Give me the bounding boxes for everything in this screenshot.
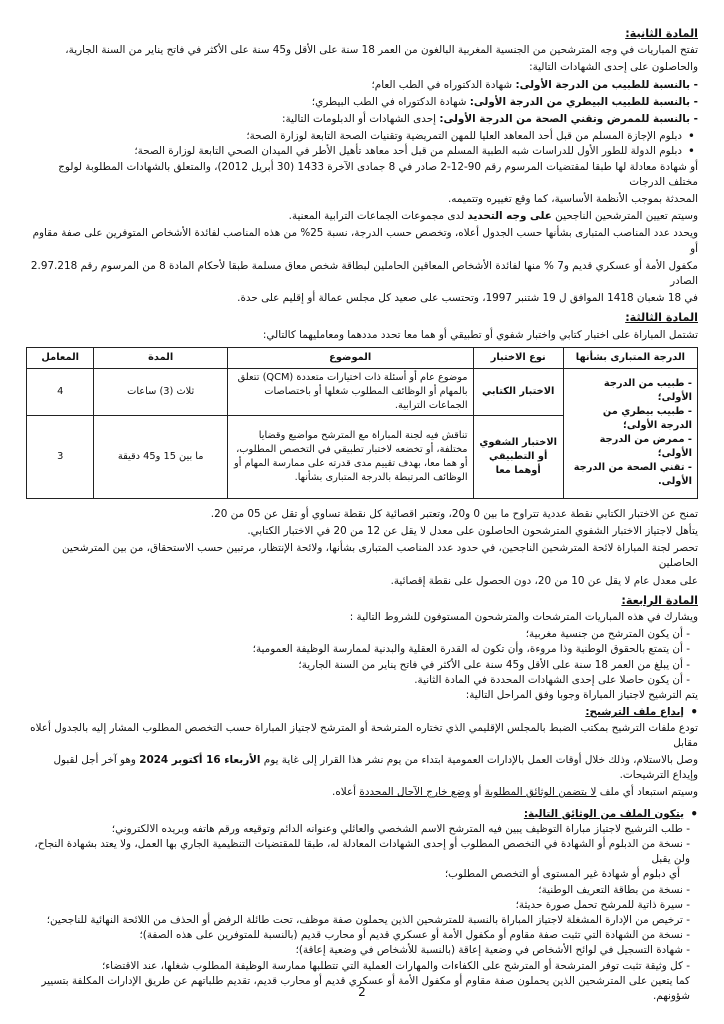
article-2-title: المادة الثانية: (625, 27, 698, 40)
rank-item: - ممرض من الدرجة الأولى؛ (599, 434, 692, 460)
rank-cell (563, 368, 697, 498)
art2-diploma-item: • دبلوم الإجازة المسلم من قبل أحد المعاهد العليا للمهن التمريضية وتقنيات الصحة التابعة لوزارة الصحة؛ (26, 129, 682, 144)
duration-cell: ثلاث (3) ساعات (94, 368, 227, 415)
art2-appoint-bold: على وجه التحديد (467, 210, 552, 223)
coef-cell: 4 (27, 368, 94, 415)
condition-item: - أن يبلغ من العمر 18 سنة على الأقل و45 سنة على الأكثر في فاتح يناير من السنة الجارية؛ (298, 658, 690, 671)
deposit-line3 (26, 785, 698, 800)
doc-item: - ترخيص من الإدارة المشغلة لاجتياز المباراة بالنسبة للمترشحين الذين يحملون صفة موظف، تحت طائلة الرفض أو الحذف من اللائحة النهائية للناجحين؛ (46, 913, 690, 926)
header-subject: الموضوع (227, 347, 473, 368)
header-duration: المدة (94, 347, 227, 368)
art2-appoint-pre: وسيتم تعيين المترشحين الناجحين (551, 210, 698, 223)
rank-item: - طبيب من الدرجة الأولى؛ (603, 378, 692, 404)
header-rank: الدرجة المتبارى بشأنها (563, 347, 697, 368)
art2-appoint-post: لدى مجموعات الجماعات الترابية المعنية. (288, 210, 468, 223)
art2-doctor-label: - بالنسبة للطبيب من الدرجة الأولى: (515, 78, 698, 91)
art4-conditions-list (26, 627, 698, 688)
deposit-line2-pre: وصل بالاستلام، وذلك خلال أوقات العمل بالإدارات العمومية ابتداء من يوم نشر هذا القرار إلى غاية يوم (260, 753, 698, 766)
header-type: نوع الاختبار (473, 347, 563, 368)
article-4-title: المادة الرابعة: (621, 593, 698, 607)
duration-cell: ما بين 15 و45 دقيقة (94, 415, 227, 498)
rank-item: - طبيب بيطري من الدرجة الأولى؛ (602, 406, 692, 432)
doc-item: - نسخة من الشهادة التي تثبت صفة مقاوم أو مكفول الأمة أو عسكري قديم أو محارب قديم (بالنسبة للمتوفرين على هذه الصفة)؛ (139, 929, 690, 942)
art4-steps: يتم الترشيح لاجتياز المباراة وجوبا وفق المراحل التالية: (465, 689, 698, 702)
art2-vet-text: شهادة الدكتوراه في الطب البيطري؛ (311, 95, 467, 108)
doc-item: - نسخة من الدبلوم أو الشهادة في التخصص المطلوب أو إحدى الشهادات المعادلة له، طبقا للمقتضيات التنظيمية الجاري بها العمل، ولا يعتد بشهادة النجاح، ولن يقبل (34, 837, 690, 866)
deposit-line3-mid: أو (470, 786, 485, 799)
article-3-title: المادة الثالثة: (625, 311, 698, 325)
deposit-title: إيداع ملف الترشيح: (585, 706, 684, 719)
condition-item: - أن يكون حاصلا على إحدى الشهادات المحددة في المادة الثانية. (414, 673, 690, 686)
condition-item: - أن يتمتع بالحقوق الوطنية وذا مروءة، وأن تكون له القدرة العقلية والبدنية لممارسة الوظيفة العمومية؛ (252, 643, 690, 656)
deposit-line2 (26, 753, 698, 783)
deposit-line3-pre: وسيتم استبعاد أي ملف (596, 786, 698, 799)
art2-diploma-list (26, 129, 698, 159)
subject-cell: تناقش فيه لجنة المباراة مع المترشح مواضيع وقضايا مختلفة، أو تخضعه لاختبار تطبيقي في التخصص المطلوب، أو هما معا، بهدف تقييم مدى قدرته على ممارسة المهام أو الوظائف المرتبطة بالدرجة المتبارى بشأنها. (227, 415, 473, 498)
doc-item: أي دبلوم أو شهادة غير المستوى أو التخصص المطلوب؛ (444, 868, 680, 881)
art3-after-line2: يتأهل لاجتياز الاختبار الشفوي المترشحون الحاصلون على معدل لا يقل عن 12 من 20 في الاختبار الكتابي. (247, 525, 698, 538)
exam-table-header-row (27, 347, 698, 368)
deposit-missing-docs: لا يتضمن الوثائق المطلوبة (484, 786, 597, 799)
art2-appoint (26, 209, 698, 224)
page-number: 2 (358, 984, 366, 999)
art2-nurse-text: إحدى الشهادات أو الدبلومات التالية: (281, 113, 437, 126)
deposit-heading (26, 705, 698, 720)
art2-reserve-line1: ويحدد عدد المناصب المتبارى بشأنها حسب الجدول أعلاه، وتخصص حسب الدرجة، نسبة 25% من هذه المناصب لفائدة الأشخاص المتوفرين على صفة مقاوم أو (32, 227, 698, 255)
deposit-deadline: الأربعاء 16 أكتوبر 2024 (139, 753, 261, 766)
doc-item: - سيرة ذاتية للمرشح تحمل صورة حديثة؛ (515, 898, 690, 911)
type-cell: الاختبار الكتابي (473, 368, 563, 415)
deposit-line1: تودع ملفات الترشيح بمكتب الضبط بالمجلس الإقليمي الذي تختاره المترشحة أو المترشح لاجتياز المباراة حسب التخصص المطلوب المشار إليه بالجدول أعلاه مقابل (30, 721, 698, 749)
art3-after-line4: على معدل عام لا يقل عن 10 من 20، دون الحصول على نقطة إقصائية. (390, 574, 698, 587)
coef-cell: 3 (27, 415, 94, 498)
deposit-line2-post: وهو آخر أجل لقبول وإيداع الترشيحات. (53, 753, 698, 782)
deposit-line3-post: أعلاه. (332, 786, 360, 799)
subject-cell: موضوع عام أو أسئلة ذات اختيارات متعددة (QCM) تتعلق بالمهام أو الوظائف المطلوب شغلها أو باختصاصات الجماعات الترابية. (227, 368, 473, 415)
doc-item: - شهادة التسجيل في لوائح الأشخاص في وضعية إعاقة (بالنسبة للأشخاص في وضعية إعاقة)؛ (295, 944, 690, 957)
deposit-late: وضع خارج الآجال المحددة (359, 786, 471, 799)
docs-list (26, 822, 698, 1004)
table-row (27, 368, 698, 415)
condition-item: - أن يكون المترشح من جنسية مغربية؛ (525, 628, 690, 641)
art2-doctor-text: شهادة الدكتوراه في الطب العام؛ (371, 78, 513, 91)
art2-doctor-line (26, 78, 698, 93)
docs-heading (26, 807, 698, 822)
rank-item: - تقني الصحة من الدرجة الأولى. (573, 462, 692, 488)
art2-intro-line2: والحاصلون على إحدى الشهادات التالية: (529, 61, 698, 74)
art4-intro: ويشارك في هذه المباريات المترشحات والمترشحون المستوفون للشروط التالية : (349, 611, 698, 624)
art2-nurse-line (26, 112, 698, 127)
doc-item: كما يتعين على المترشحين الذين يحملون صفة مقاوم أو مكفول الأمة أو عسكري قديم أو محارب قديم، تقديم طلباتهم عن طريق الإدارات المكلفة بتسيير شؤونهم. (41, 974, 690, 1002)
doc-item: - نسخة من بطاقة التعريف الوطنية؛ (538, 883, 690, 896)
docs-title: يتكون الملف من الوثائق التالية: (523, 807, 684, 820)
art2-reserve-line3: في 18 شعبان 1418 الموافق ل 19 شتنبر 1997، وتحتسب على صعيد كل مجلس عمالة أو إقليم على حدة. (237, 292, 698, 305)
art2-equiv-line1: أو شهادة معادلة لها طبقا لمقتضيات المرسوم رقم 90-12-2 صادر في 8 جمادى الآخرة 1433 (30 أبريل 2012)، والمتعلق بالشهادات المطلوبة لولوج مختلف الدرجات (58, 160, 698, 188)
art3-after-line3: تحصر لجنة المباراة لائحة المترشحين الناجحين، في حدود عدد المناصب المتبارى بشأنها، ولائحة الإنتظار، مرتبين حسب الاستحقاق، من بين المترشحين الحاصلين (61, 542, 698, 570)
art3-intro: تشتمل المباراة على اختبار كتابي واختبار شفوي أو تطبيقي أو هما معا تحدد مددهما ومعامليهما كالتالي: (262, 328, 698, 341)
art3-after-line1: تمنح عن الاختبار الكتابي نقطة عددية تتراوح ما بين 0 و20، وتعتبر اقصائية كل نقطة تساوي أو تقل عن 05 من 20. (210, 507, 698, 520)
doc-item: - كل وثيقة تثبت توفر المترشحة أو المترشح على الكفاءات والمهارات العملية التي تتطلبها ممارسة الوظيفة المطلوب شغلها، عند الاقتضاء؛ (101, 959, 690, 972)
header-coef: المعامل (27, 347, 94, 368)
art2-diploma-item: • دبلوم الدولة للطور الأول للدراسات شبه الطبية المسلم من قبل أحد معاهد تأهيل الأطر في الميدان الصحي التابعة لوزارة الصحة؛ (26, 144, 682, 159)
art2-intro-line1: تفتح المباريات في وجه المترشحين من الجنسية المغربية البالغون من العمر 18 سنة على الأقل و45 سنة على الأكثر في فاتح يناير من السنة الجارية، (65, 44, 698, 57)
art2-reserve-line2: مكفول الأمة أو عسكري قديم و7 % منها لفائدة الأشخاص المعاقين الحاملين لبطاقة شخص معاق مسلمة طبقا لأحكام المادة 8 من المرسوم رقم 2.97.218 الصادر (30, 259, 698, 288)
type-cell: الاختبار الشفوي أو التطبيقي أوهما معا (473, 415, 563, 498)
art2-nurse-label: - بالنسبة للممرض وتقني الصحة من الدرجة الأولى: (439, 113, 698, 126)
art2-vet-label: - بالنسبة للطبيب البيطري من الدرجة الأولى: (469, 95, 698, 108)
art2-equiv-line2: المحدثة بموجب الأنظمة الأساسية، كما وقع تغييره وتتميمه. (447, 193, 698, 206)
doc-item: - طلب الترشيح لاجتياز مباراة التوظيف يبين فيه المترشح الاسم الشخصي والعائلي وعنوانه الدائم وتوقيعه ورقم هاتفه وبريده الالكتروني؛ (111, 822, 690, 835)
art2-vet-line (26, 95, 698, 110)
exam-table (26, 347, 698, 499)
